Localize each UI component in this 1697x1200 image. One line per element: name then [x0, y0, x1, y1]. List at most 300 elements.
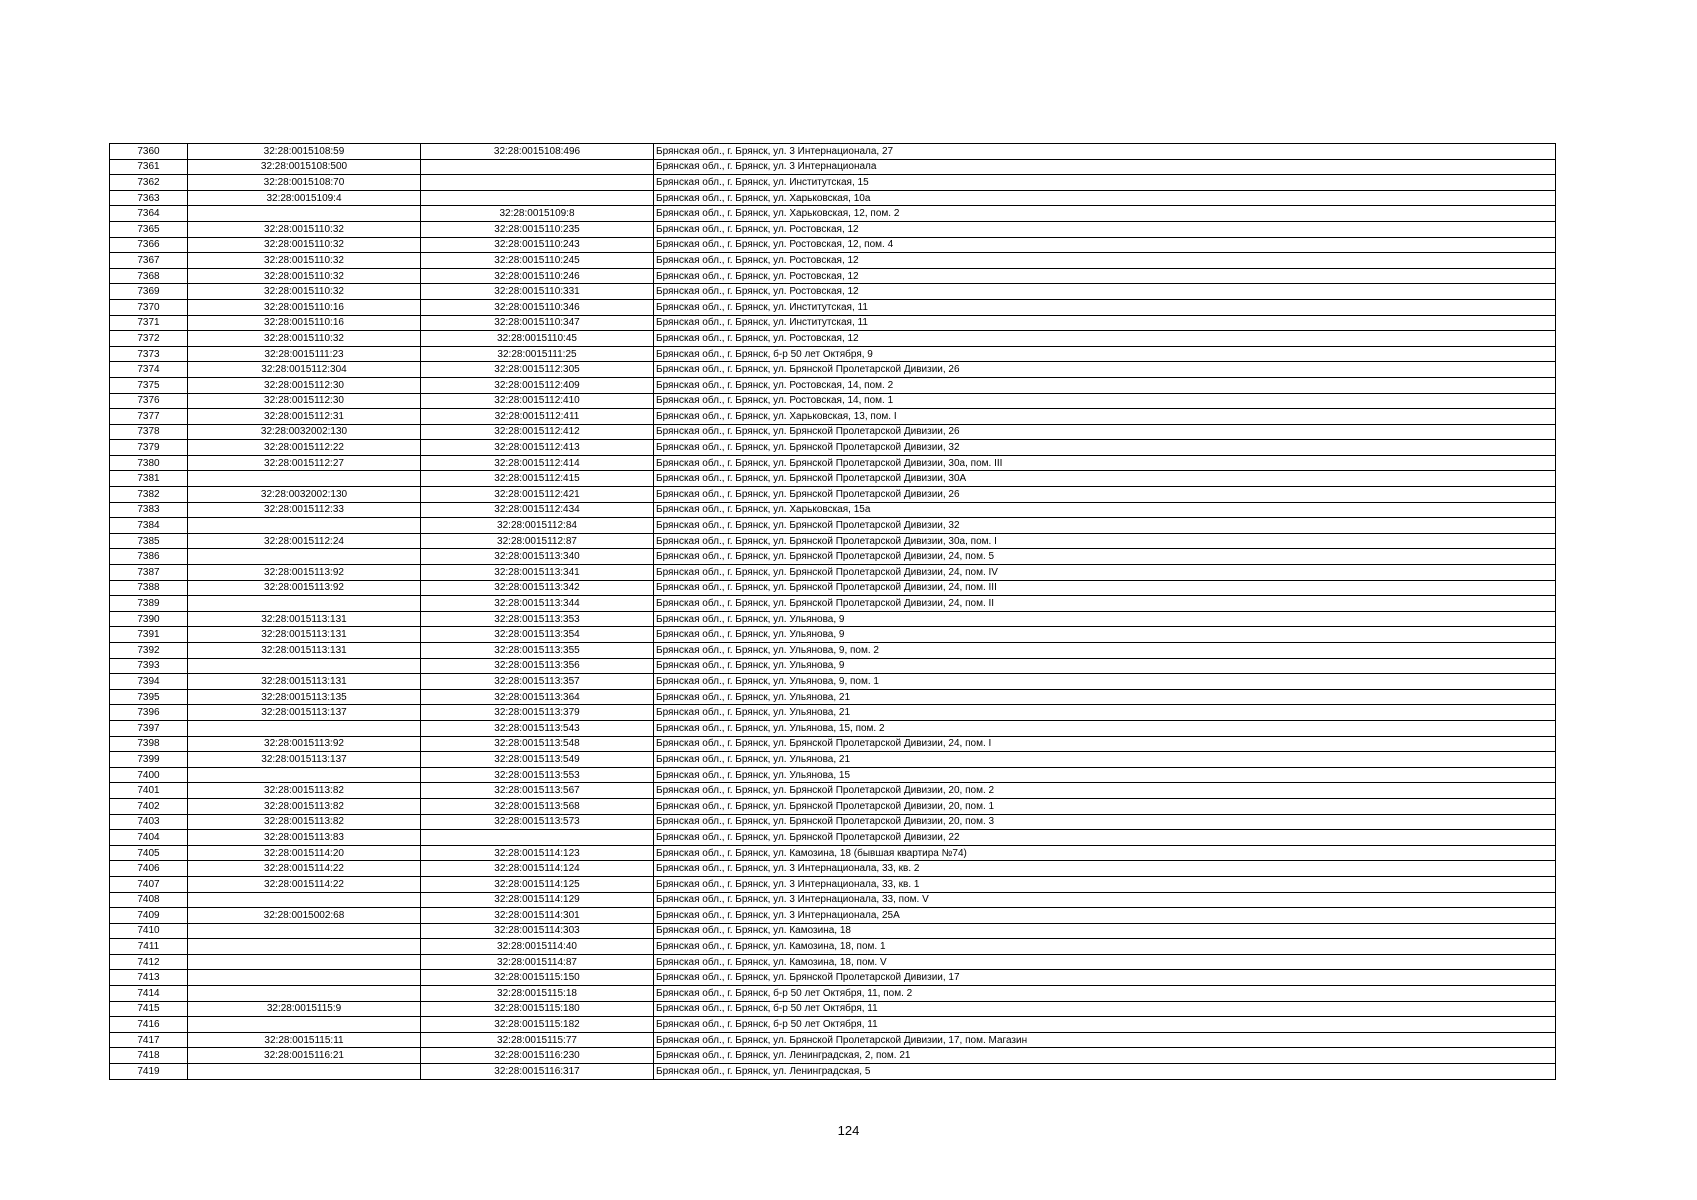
row-number-cell: 7364 [110, 206, 188, 222]
address-cell: Брянская обл., г. Брянск, ул. Брянской Пролетарской Дивизии, 22 [654, 830, 1556, 846]
table-row [110, 315, 1556, 331]
table-row [110, 175, 1556, 191]
object-cadastral-number-cell: 32:28:0015112:434 [421, 502, 654, 518]
address-cell: Брянская обл., г. Брянск, ул. Харьковская, 12, пом. 2 [654, 206, 1556, 222]
object-cadastral-number-cell: 32:28:0015113:355 [421, 643, 654, 659]
table-row [110, 674, 1556, 690]
table-row [110, 923, 1556, 939]
table-row [110, 346, 1556, 362]
land-cadastral-number-cell: 32:28:0015113:82 [188, 814, 421, 830]
land-cadastral-number-cell [188, 720, 421, 736]
object-cadastral-number-cell: 32:28:0015116:317 [421, 1064, 654, 1080]
row-number-cell: 7408 [110, 892, 188, 908]
object-cadastral-number-cell: 32:28:0015112:415 [421, 471, 654, 487]
address-cell: Брянская обл., г. Брянск, ул. Брянской Пролетарской Дивизии, 26 [654, 424, 1556, 440]
row-number-cell: 7390 [110, 611, 188, 627]
land-cadastral-number-cell [188, 1017, 421, 1033]
object-cadastral-number-cell: 32:28:0015110:331 [421, 284, 654, 300]
row-number-cell: 7397 [110, 720, 188, 736]
table-row [110, 954, 1556, 970]
land-cadastral-number-cell [188, 471, 421, 487]
address-cell: Брянская обл., г. Брянск, ул. Камозина, 18 [654, 923, 1556, 939]
address-cell: Брянская обл., г. Брянск, ул. Брянской Пролетарской Дивизии, 24, пом. IV [654, 565, 1556, 581]
row-number-cell: 7393 [110, 658, 188, 674]
land-cadastral-number-cell: 32:28:0015113:131 [188, 611, 421, 627]
address-cell: Брянская обл., г. Брянск, ул. Ульянова, 9 [654, 627, 1556, 643]
object-cadastral-number-cell: 32:28:0015113:344 [421, 596, 654, 612]
address-cell: Брянская обл., г. Брянск, ул. Ростовская, 12, пом. 4 [654, 237, 1556, 253]
row-number-cell: 7379 [110, 440, 188, 456]
address-cell: Брянская обл., г. Брянск, ул. Ульянова, 21 [654, 752, 1556, 768]
address-cell: Брянская обл., г. Брянск, ул. Брянской Пролетарской Дивизии, 20, пом. 2 [654, 783, 1556, 799]
object-cadastral-number-cell: 32:28:0015110:346 [421, 299, 654, 315]
land-cadastral-number-cell: 32:28:0015113:92 [188, 736, 421, 752]
object-cadastral-number-cell: 32:28:0015113:379 [421, 705, 654, 721]
row-number-cell: 7419 [110, 1064, 188, 1080]
land-cadastral-number-cell [188, 970, 421, 986]
registry-table-body [110, 144, 1556, 1080]
row-number-cell: 7409 [110, 908, 188, 924]
address-cell: Брянская обл., г. Брянск, ул. Камозина, 18, пом. V [654, 954, 1556, 970]
row-number-cell: 7371 [110, 315, 188, 331]
table-row [110, 798, 1556, 814]
land-cadastral-number-cell: 32:28:0015112:27 [188, 455, 421, 471]
table-row [110, 658, 1556, 674]
table-row [110, 237, 1556, 253]
table-row [110, 1032, 1556, 1048]
row-number-cell: 7398 [110, 736, 188, 752]
object-cadastral-number-cell: 32:28:0015110:243 [421, 237, 654, 253]
row-number-cell: 7382 [110, 487, 188, 503]
land-cadastral-number-cell: 32:28:0015110:32 [188, 268, 421, 284]
address-cell: Брянская обл., г. Брянск, ул. Ульянова, 21 [654, 689, 1556, 705]
land-cadastral-number-cell: 32:28:0015108:500 [188, 159, 421, 175]
land-cadastral-number-cell: 32:28:0015110:16 [188, 315, 421, 331]
row-number-cell: 7407 [110, 876, 188, 892]
object-cadastral-number-cell [421, 175, 654, 191]
row-number-cell: 7400 [110, 767, 188, 783]
land-cadastral-number-cell [188, 892, 421, 908]
row-number-cell: 7406 [110, 861, 188, 877]
object-cadastral-number-cell: 32:28:0015115:77 [421, 1032, 654, 1048]
table-row [110, 1017, 1556, 1033]
address-cell: Брянская обл., г. Брянск, ул. Брянской Пролетарской Дивизии, 20, пом. 1 [654, 798, 1556, 814]
row-number-cell: 7411 [110, 939, 188, 955]
object-cadastral-number-cell: 32:28:0015115:180 [421, 1001, 654, 1017]
table-row [110, 565, 1556, 581]
object-cadastral-number-cell: 32:28:0015113:548 [421, 736, 654, 752]
address-cell: Брянская обл., г. Брянск, ул. Брянской Пролетарской Дивизии, 32 [654, 440, 1556, 456]
address-cell: Брянская обл., г. Брянск, ул. Ульянова, 15, пом. 2 [654, 720, 1556, 736]
row-number-cell: 7362 [110, 175, 188, 191]
object-cadastral-number-cell: 32:28:0015113:356 [421, 658, 654, 674]
row-number-cell: 7383 [110, 502, 188, 518]
address-cell: Брянская обл., г. Брянск, ул. Ульянова, 9, пом. 2 [654, 643, 1556, 659]
object-cadastral-number-cell: 32:28:0015112:305 [421, 362, 654, 378]
row-number-cell: 7385 [110, 533, 188, 549]
object-cadastral-number-cell: 32:28:0015110:235 [421, 221, 654, 237]
land-cadastral-number-cell: 32:28:0015114:22 [188, 876, 421, 892]
registry-table [109, 143, 1556, 1080]
row-number-cell: 7415 [110, 1001, 188, 1017]
row-number-cell: 7413 [110, 970, 188, 986]
address-cell: Брянская обл., г. Брянск, ул. Ростовская, 12 [654, 268, 1556, 284]
object-cadastral-number-cell: 32:28:0015115:150 [421, 970, 654, 986]
table-row [110, 892, 1556, 908]
object-cadastral-number-cell: 32:28:0015113:357 [421, 674, 654, 690]
row-number-cell: 7403 [110, 814, 188, 830]
object-cadastral-number-cell: 32:28:0015113:353 [421, 611, 654, 627]
land-cadastral-number-cell: 32:28:0015113:131 [188, 643, 421, 659]
land-cadastral-number-cell: 32:28:0015002:68 [188, 908, 421, 924]
address-cell: Брянская обл., г. Брянск, ул. Ленинградская, 2, пом. 21 [654, 1048, 1556, 1064]
row-number-cell: 7394 [110, 674, 188, 690]
row-number-cell: 7401 [110, 783, 188, 799]
table-row [110, 830, 1556, 846]
table-row [110, 580, 1556, 596]
land-cadastral-number-cell: 32:28:0015108:70 [188, 175, 421, 191]
table-row [110, 736, 1556, 752]
row-number-cell: 7395 [110, 689, 188, 705]
land-cadastral-number-cell: 32:28:0015113:135 [188, 689, 421, 705]
table-row [110, 845, 1556, 861]
row-number-cell: 7384 [110, 518, 188, 534]
row-number-cell: 7392 [110, 643, 188, 659]
row-number-cell: 7414 [110, 986, 188, 1002]
address-cell: Брянская обл., г. Брянск, ул. Харьковская, 13, пом. I [654, 409, 1556, 425]
land-cadastral-number-cell: 32:28:0015113:137 [188, 752, 421, 768]
land-cadastral-number-cell: 32:28:0015115:11 [188, 1032, 421, 1048]
land-cadastral-number-cell: 32:28:0015110:32 [188, 253, 421, 269]
land-cadastral-number-cell: 32:28:0015113:82 [188, 783, 421, 799]
land-cadastral-number-cell: 32:28:0015113:92 [188, 565, 421, 581]
land-cadastral-number-cell: 32:28:0015112:24 [188, 533, 421, 549]
address-cell: Брянская обл., г. Брянск, ул. Брянской Пролетарской Дивизии, 30А [654, 471, 1556, 487]
object-cadastral-number-cell: 32:28:0015113:567 [421, 783, 654, 799]
object-cadastral-number-cell: 32:28:0015113:543 [421, 720, 654, 736]
address-cell: Брянская обл., г. Брянск, ул. 3 Интернационала, 33, пом. V [654, 892, 1556, 908]
land-cadastral-number-cell: 32:28:0015110:32 [188, 284, 421, 300]
address-cell: Брянская обл., г. Брянск, ул. Ульянова, 9 [654, 658, 1556, 674]
land-cadastral-number-cell: 32:28:0015112:33 [188, 502, 421, 518]
address-cell: Брянская обл., г. Брянск, ул. Брянской Пролетарской Дивизии, 26 [654, 487, 1556, 503]
table-row [110, 876, 1556, 892]
address-cell: Брянская обл., г. Брянск, ул. Брянской Пролетарской Дивизии, 20, пом. 3 [654, 814, 1556, 830]
row-number-cell: 7373 [110, 346, 188, 362]
object-cadastral-number-cell: 32:28:0015110:45 [421, 331, 654, 347]
row-number-cell: 7404 [110, 830, 188, 846]
row-number-cell: 7410 [110, 923, 188, 939]
row-number-cell: 7360 [110, 144, 188, 160]
address-cell: Брянская обл., г. Брянск, ул. Брянской Пролетарской Дивизии, 24, пом. 5 [654, 549, 1556, 565]
object-cadastral-number-cell: 32:28:0015114:129 [421, 892, 654, 908]
row-number-cell: 7412 [110, 954, 188, 970]
table-row [110, 159, 1556, 175]
land-cadastral-number-cell [188, 954, 421, 970]
land-cadastral-number-cell: 32:28:0015113:82 [188, 798, 421, 814]
address-cell: Брянская обл., г. Брянск, ул. 3 Интернационала, 33, кв. 1 [654, 876, 1556, 892]
row-number-cell: 7391 [110, 627, 188, 643]
row-number-cell: 7376 [110, 393, 188, 409]
address-cell: Брянская обл., г. Брянск, б-р 50 лет Октября, 11 [654, 1001, 1556, 1017]
table-row [110, 611, 1556, 627]
object-cadastral-number-cell: 32:28:0015112:410 [421, 393, 654, 409]
land-cadastral-number-cell: 32:28:0015113:83 [188, 830, 421, 846]
row-number-cell: 7377 [110, 409, 188, 425]
object-cadastral-number-cell: 32:28:0015115:18 [421, 986, 654, 1002]
land-cadastral-number-cell [188, 939, 421, 955]
table-row [110, 1001, 1556, 1017]
table-row [110, 206, 1556, 222]
row-number-cell: 7402 [110, 798, 188, 814]
object-cadastral-number-cell: 32:28:0015110:347 [421, 315, 654, 331]
object-cadastral-number-cell: 32:28:0015113:573 [421, 814, 654, 830]
row-number-cell: 7380 [110, 455, 188, 471]
land-cadastral-number-cell: 32:28:0015110:32 [188, 237, 421, 253]
table-row [110, 643, 1556, 659]
table-row [110, 144, 1556, 160]
table-row [110, 502, 1556, 518]
land-cadastral-number-cell [188, 767, 421, 783]
object-cadastral-number-cell: 32:28:0015113:342 [421, 580, 654, 596]
row-number-cell: 7365 [110, 221, 188, 237]
object-cadastral-number-cell: 32:28:0015113:364 [421, 689, 654, 705]
object-cadastral-number-cell: 32:28:0015113:568 [421, 798, 654, 814]
table-row [110, 861, 1556, 877]
table-row [110, 533, 1556, 549]
object-cadastral-number-cell: 32:28:0015114:303 [421, 923, 654, 939]
address-cell: Брянская обл., г. Брянск, ул. Брянской Пролетарской Дивизии, 17, пом. Магазин [654, 1032, 1556, 1048]
address-cell: Брянская обл., г. Брянск, ул. Брянской Пролетарской Дивизии, 24, пом. III [654, 580, 1556, 596]
row-number-cell: 7389 [110, 596, 188, 612]
address-cell: Брянская обл., г. Брянск, ул. Брянской Пролетарской Дивизии, 17 [654, 970, 1556, 986]
object-cadastral-number-cell: 32:28:0015111:25 [421, 346, 654, 362]
address-cell: Брянская обл., г. Брянск, ул. 3 Интернационала [654, 159, 1556, 175]
land-cadastral-number-cell: 32:28:0015112:31 [188, 409, 421, 425]
land-cadastral-number-cell: 32:28:0015114:20 [188, 845, 421, 861]
land-cadastral-number-cell [188, 658, 421, 674]
object-cadastral-number-cell: 32:28:0015110:245 [421, 253, 654, 269]
table-row [110, 814, 1556, 830]
table-row [110, 720, 1556, 736]
object-cadastral-number-cell: 32:28:0015112:411 [421, 409, 654, 425]
land-cadastral-number-cell: 32:28:0015116:21 [188, 1048, 421, 1064]
object-cadastral-number-cell: 32:28:0015113:340 [421, 549, 654, 565]
row-number-cell: 7396 [110, 705, 188, 721]
row-number-cell: 7378 [110, 424, 188, 440]
row-number-cell: 7369 [110, 284, 188, 300]
land-cadastral-number-cell: 32:28:0015108:59 [188, 144, 421, 160]
table-row [110, 939, 1556, 955]
table-row [110, 689, 1556, 705]
table-row [110, 455, 1556, 471]
table-row [110, 705, 1556, 721]
land-cadastral-number-cell [188, 549, 421, 565]
row-number-cell: 7418 [110, 1048, 188, 1064]
object-cadastral-number-cell: 32:28:0015110:246 [421, 268, 654, 284]
land-cadastral-number-cell: 32:28:0015110:32 [188, 331, 421, 347]
table-row [110, 377, 1556, 393]
land-cadastral-number-cell: 32:28:0032002:130 [188, 424, 421, 440]
land-cadastral-number-cell: 32:28:0015113:137 [188, 705, 421, 721]
address-cell: Брянская обл., г. Брянск, ул. 3 Интернационала, 33, кв. 2 [654, 861, 1556, 877]
table-row [110, 752, 1556, 768]
object-cadastral-number-cell: 32:28:0015108:496 [421, 144, 654, 160]
land-cadastral-number-cell: 32:28:0015110:32 [188, 221, 421, 237]
land-cadastral-number-cell [188, 596, 421, 612]
table-row [110, 190, 1556, 206]
address-cell: Брянская обл., г. Брянск, ул. Ульянова, 21 [654, 705, 1556, 721]
address-cell: Брянская обл., г. Брянск, ул. Ростовская, 12 [654, 284, 1556, 300]
table-row [110, 1064, 1556, 1080]
row-number-cell: 7375 [110, 377, 188, 393]
table-row [110, 627, 1556, 643]
table-row [110, 253, 1556, 269]
table-row [110, 268, 1556, 284]
row-number-cell: 7367 [110, 253, 188, 269]
row-number-cell: 7387 [110, 565, 188, 581]
address-cell: Брянская обл., г. Брянск, ул. Ростовская, 12 [654, 253, 1556, 269]
address-cell: Брянская обл., г. Брянск, ул. Харьковская, 10а [654, 190, 1556, 206]
row-number-cell: 7386 [110, 549, 188, 565]
table-row [110, 783, 1556, 799]
row-number-cell: 7361 [110, 159, 188, 175]
address-cell: Брянская обл., г. Брянск, ул. Ульянова, 9, пом. 1 [654, 674, 1556, 690]
table-row [110, 221, 1556, 237]
row-number-cell: 7416 [110, 1017, 188, 1033]
table-row [110, 767, 1556, 783]
address-cell: Брянская обл., г. Брянск, б-р 50 лет Октября, 11 [654, 1017, 1556, 1033]
object-cadastral-number-cell [421, 830, 654, 846]
object-cadastral-number-cell: 32:28:0015113:341 [421, 565, 654, 581]
row-number-cell: 7417 [110, 1032, 188, 1048]
land-cadastral-number-cell [188, 1064, 421, 1080]
object-cadastral-number-cell: 32:28:0015112:409 [421, 377, 654, 393]
table-row [110, 424, 1556, 440]
address-cell: Брянская обл., г. Брянск, ул. Институтская, 11 [654, 299, 1556, 315]
row-number-cell: 7388 [110, 580, 188, 596]
object-cadastral-number-cell: 32:28:0015112:414 [421, 455, 654, 471]
table-row [110, 518, 1556, 534]
object-cadastral-number-cell: 32:28:0015114:123 [421, 845, 654, 861]
address-cell: Брянская обл., г. Брянск, ул. Ростовская, 14, пом. 2 [654, 377, 1556, 393]
address-cell: Брянская обл., г. Брянск, ул. Харьковская, 15а [654, 502, 1556, 518]
object-cadastral-number-cell: 32:28:0015116:230 [421, 1048, 654, 1064]
address-cell: Брянская обл., г. Брянск, ул. Брянской Пролетарской Дивизии, 32 [654, 518, 1556, 534]
object-cadastral-number-cell: 32:28:0015112:84 [421, 518, 654, 534]
land-cadastral-number-cell: 32:28:0015111:23 [188, 346, 421, 362]
object-cadastral-number-cell: 32:28:0015113:553 [421, 767, 654, 783]
land-cadastral-number-cell [188, 518, 421, 534]
object-cadastral-number-cell: 32:28:0015113:549 [421, 752, 654, 768]
address-cell: Брянская обл., г. Брянск, ул. Ростовская, 12 [654, 331, 1556, 347]
object-cadastral-number-cell: 32:28:0015113:354 [421, 627, 654, 643]
table-row [110, 284, 1556, 300]
object-cadastral-number-cell: 32:28:0015114:301 [421, 908, 654, 924]
land-cadastral-number-cell: 32:28:0032002:130 [188, 487, 421, 503]
object-cadastral-number-cell [421, 159, 654, 175]
land-cadastral-number-cell: 32:28:0015112:304 [188, 362, 421, 378]
address-cell: Брянская обл., г. Брянск, ул. Брянской Пролетарской Дивизии, 26 [654, 362, 1556, 378]
object-cadastral-number-cell: 32:28:0015109:8 [421, 206, 654, 222]
row-number-cell: 7381 [110, 471, 188, 487]
address-cell: Брянская обл., г. Брянск, ул. Ростовская, 12 [654, 221, 1556, 237]
table-row [110, 986, 1556, 1002]
address-cell: Брянская обл., г. Брянск, ул. Ульянова, 15 [654, 767, 1556, 783]
address-cell: Брянская обл., г. Брянск, ул. Институтская, 15 [654, 175, 1556, 191]
table-row [110, 471, 1556, 487]
table-row [110, 908, 1556, 924]
row-number-cell: 7374 [110, 362, 188, 378]
row-number-cell: 7366 [110, 237, 188, 253]
address-cell: Брянская обл., г. Брянск, ул. Ростовская, 14, пом. 1 [654, 393, 1556, 409]
land-cadastral-number-cell [188, 206, 421, 222]
object-cadastral-number-cell: 32:28:0015114:87 [421, 954, 654, 970]
object-cadastral-number-cell: 32:28:0015112:412 [421, 424, 654, 440]
address-cell: Брянская обл., г. Брянск, ул. Брянской Пролетарской Дивизии, 30а, пом. I [654, 533, 1556, 549]
table-row [110, 362, 1556, 378]
address-cell: Брянская обл., г. Брянск, ул. Брянской Пролетарской Дивизии, 30а, пом. III [654, 455, 1556, 471]
row-number-cell: 7405 [110, 845, 188, 861]
address-cell: Брянская обл., г. Брянск, ул. Камозина, 18, пом. 1 [654, 939, 1556, 955]
address-cell: Брянская обл., г. Брянск, ул. Ульянова, 9 [654, 611, 1556, 627]
row-number-cell: 7399 [110, 752, 188, 768]
land-cadastral-number-cell: 32:28:0015109:4 [188, 190, 421, 206]
object-cadastral-number-cell: 32:28:0015115:182 [421, 1017, 654, 1033]
address-cell: Брянская обл., г. Брянск, ул. Институтская, 11 [654, 315, 1556, 331]
table-row [110, 331, 1556, 347]
table-row [110, 549, 1556, 565]
row-number-cell: 7370 [110, 299, 188, 315]
address-cell: Брянская обл., г. Брянск, ул. 3 Интернационала, 27 [654, 144, 1556, 160]
table-row [110, 393, 1556, 409]
object-cadastral-number-cell: 32:28:0015114:40 [421, 939, 654, 955]
page-number: 124 [837, 1123, 860, 1138]
land-cadastral-number-cell: 32:28:0015115:9 [188, 1001, 421, 1017]
address-cell: Брянская обл., г. Брянск, ул. Камозина, 18 (бывшая квартира №74) [654, 845, 1556, 861]
land-cadastral-number-cell: 32:28:0015112:22 [188, 440, 421, 456]
land-cadastral-number-cell: 32:28:0015114:22 [188, 861, 421, 877]
table-row [110, 409, 1556, 425]
object-cadastral-number-cell: 32:28:0015112:421 [421, 487, 654, 503]
object-cadastral-number-cell [421, 190, 654, 206]
land-cadastral-number-cell: 32:28:0015110:16 [188, 299, 421, 315]
land-cadastral-number-cell [188, 923, 421, 939]
object-cadastral-number-cell: 32:28:0015112:413 [421, 440, 654, 456]
address-cell: Брянская обл., г. Брянск, ул. Ленинградская, 5 [654, 1064, 1556, 1080]
object-cadastral-number-cell: 32:28:0015112:87 [421, 533, 654, 549]
land-cadastral-number-cell: 32:28:0015113:92 [188, 580, 421, 596]
row-number-cell: 7368 [110, 268, 188, 284]
address-cell: Брянская обл., г. Брянск, б-р 50 лет Октября, 9 [654, 346, 1556, 362]
object-cadastral-number-cell: 32:28:0015114:125 [421, 876, 654, 892]
land-cadastral-number-cell: 32:28:0015112:30 [188, 377, 421, 393]
address-cell: Брянская обл., г. Брянск, ул. 3 Интернационала, 25А [654, 908, 1556, 924]
table-row [110, 596, 1556, 612]
land-cadastral-number-cell [188, 986, 421, 1002]
table-row [110, 299, 1556, 315]
address-cell: Брянская обл., г. Брянск, ул. Брянской Пролетарской Дивизии, 24, пом. I [654, 736, 1556, 752]
table-row [110, 440, 1556, 456]
table-row [110, 1048, 1556, 1064]
object-cadastral-number-cell: 32:28:0015114:124 [421, 861, 654, 877]
table-row [110, 970, 1556, 986]
address-cell: Брянская обл., г. Брянск, ул. Брянской Пролетарской Дивизии, 24, пом. II [654, 596, 1556, 612]
table-row [110, 487, 1556, 503]
land-cadastral-number-cell: 32:28:0015113:131 [188, 674, 421, 690]
row-number-cell: 7372 [110, 331, 188, 347]
land-cadastral-number-cell: 32:28:0015113:131 [188, 627, 421, 643]
